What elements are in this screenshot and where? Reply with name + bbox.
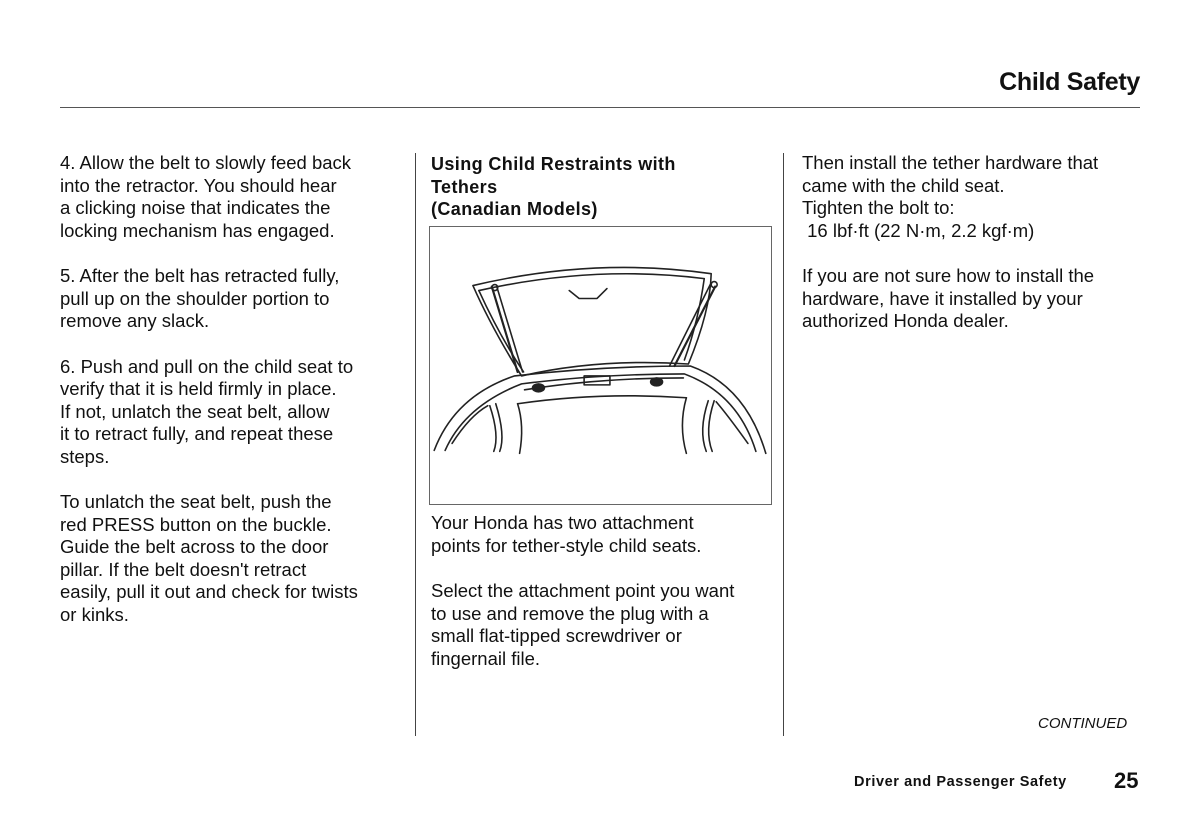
continued-label: CONTINUED: [1038, 715, 1128, 732]
column-2: [431, 153, 776, 225]
column-3: [802, 152, 1147, 356]
column-1: [60, 152, 410, 649]
page-title: Child Safety: [999, 68, 1140, 96]
hatchback-illustration: [429, 226, 772, 505]
header-rule: [60, 107, 1140, 108]
column-divider-left: [415, 153, 416, 736]
install-hardware-paragraph: Then install the tether hardware that came with the child seat. Tighten the bolt to: 16 lbf·ft (22 N·m, 2.2 kgf·m): [802, 152, 1099, 241]
open-hatch-drawing: [430, 227, 771, 504]
unlatch-paragraph: To unlatch the seat belt, push the red PRESS button on the buckle. Guide the belt across to the door pillar. If the belt doesn't retract easily, pull it out and check for twists or kinks.: [60, 491, 358, 625]
attachment-points-paragraph: Your Honda has two attachment points for tether-style child seats.: [431, 512, 702, 556]
column-divider-right: [783, 153, 784, 736]
section-heading: Using Child Restraints with Tethers (Canadian Models): [431, 154, 676, 219]
step-6: 6. Push and pull on the child seat to verify that it is held firmly in place. If not, unlatch the seat belt, allow it to retract fully, and repeat these steps.: [60, 355, 354, 467]
footer-section-title: Driver and Passenger Safety: [854, 774, 1067, 790]
column-2-body: [431, 512, 776, 693]
dealer-paragraph: If you are not sure how to install the hardware, have it installed by your authorized Honda dealer.: [802, 265, 1095, 331]
step-4: 4. Allow the belt to slowly feed back into the retractor. You should hear a clicking noise that indicates the locking mechanism has engaged.: [60, 152, 352, 241]
select-point-paragraph: Select the attachment point you want to use and remove the plug with a small flat-tipped screwdriver or fingernail file.: [431, 580, 735, 669]
step-5: 5. After the belt has retracted fully, pull up on the shoulder portion to remove any slack.: [60, 265, 340, 331]
page-number: 25: [1114, 768, 1139, 793]
